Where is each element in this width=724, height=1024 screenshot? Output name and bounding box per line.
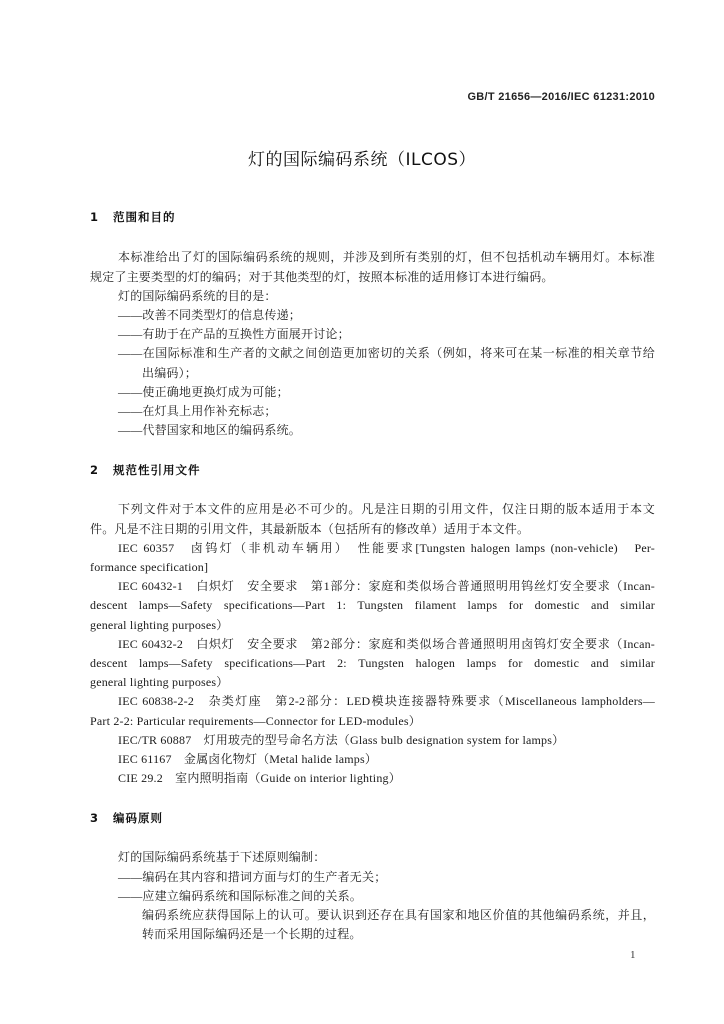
document-title: 灯的国际编码系统（ILCOS） — [247, 150, 477, 170]
section-number: 1 — [90, 209, 100, 224]
reference-entry-line: IEC 60432-2 白炽灯 安全要求 第2部分：家庭和类似场合普通照明用卤钨灯安全要求（Incan- — [118, 636, 655, 651]
page-number: 1 — [630, 949, 636, 961]
section-title: 编码原则 — [113, 811, 163, 826]
reference-entry-line: IEC 60357 卤钨灯（非机动车辆用） 性能要求[Tungsten halogen lamps (non-vehicle) Per- — [118, 540, 655, 555]
section-heading — [90, 809, 655, 828]
objective-list-item: ——代替国家和地区的编码系统。 — [118, 423, 302, 438]
section-normative-references — [90, 461, 655, 788]
reference-entry-line: general lighting purposes） — [90, 675, 229, 690]
objective-list-item-continuation: 出编码）； — [142, 365, 198, 380]
section-heading — [90, 208, 655, 227]
principles-note-line: 编码系统应获得国际上的认可。要认识到还存在具有国家和地区价值的其他编码系统，并且， — [142, 908, 655, 922]
objective-list-item: ——改善不同类型灯的信息传递； — [118, 307, 302, 322]
section-title: 范围和目的 — [113, 209, 176, 224]
section-heading — [90, 461, 655, 480]
reference-entry-line: descent lamps—Safety specifications—Part 2: Tungsten halogen lamps for domestic and similar — [90, 655, 655, 670]
section-text — [90, 500, 655, 788]
objective-list-item: ——使正确地更换灯成为可能； — [118, 384, 289, 399]
section-number: 3 — [90, 811, 100, 826]
reference-entry-line: IEC 61167 金属卤化物灯（Metal halide lamps） — [118, 751, 378, 766]
reference-entry-line: Part 2-2: Particular requirements—Connector for LED-modules） — [90, 713, 421, 728]
scope-paragraph-line: 规定了主要类型的灯的编码；对于其他类型的灯，按照本标准的适用修订本进行编码。 — [90, 269, 554, 284]
principle-list-item: ——编码在其内容和措词方面与灯的生产者无关； — [118, 869, 387, 884]
reference-entry-line: general lighting purposes） — [90, 617, 229, 632]
section-title: 规范性引用文件 — [113, 463, 201, 478]
standard-number-header: GB/T 21656—2016/IEC 61231:2010 — [467, 91, 655, 103]
section-number: 2 — [90, 463, 100, 478]
reference-entry-line: CIE 29.2 室内照明指南（Guide on interior lighting） — [118, 771, 401, 786]
objective-list-item: ——在灯具上用作补充标志； — [118, 403, 277, 418]
section-text — [90, 248, 655, 440]
reference-entry-line: IEC/TR 60887 灯用玻壳的型号命名方法（Glass bulb designation system for lamps） — [118, 732, 565, 747]
principle-list-item: ——应建立编码系统和国际标准之间的关系。 — [118, 888, 363, 903]
scope-paragraph-line: 本标准给出了灯的国际编码系统的规则，并涉及到所有类别的灯，但不包括机动车辆用灯。本标准 — [118, 250, 655, 265]
section-text — [90, 848, 655, 944]
objective-list-item: ——在国际标准和生产者的文献之间创造更加密切的关系（例如，将来可在某一标准的相关章节给 — [118, 346, 655, 361]
document-body — [90, 208, 655, 945]
reference-entry-line: IEC 60432-1 白炽灯 安全要求 第1部分：家庭和类似场合普通照明用钨丝灯安全要求（Incan- — [118, 579, 655, 594]
objectives-intro: 灯的国际编码系统的目的是： — [118, 288, 277, 303]
references-intro-line: 下列文件对于本文件的应用是必不可少的。凡是注日期的引用文件，仅注日期的版本适用于本文 — [118, 502, 655, 517]
reference-entry-line: descent lamps—Safety specifications—Part 1: Tungsten filament lamps for domestic and similar — [90, 598, 655, 613]
section-coding-principles — [90, 809, 655, 944]
reference-entry-line: IEC 60838-2-2 杂类灯座 第2-2部分：LED模块连接器特殊要求（Miscellaneous lampholders— — [118, 694, 655, 709]
section-scope — [90, 208, 655, 441]
principles-note-line: 转而采用国际编码还是一个长期的过程。 — [142, 927, 362, 942]
principles-intro: 灯的国际编码系统基于下述原则编制： — [118, 850, 326, 865]
reference-entry-line: formance specification] — [90, 560, 209, 574]
objective-list-item: ——有助于在产品的互换性方面展开讨论； — [118, 327, 350, 342]
references-intro-line: 件。凡是不注日期的引用文件，其最新版本（包括所有的修改单）适用于本文件。 — [90, 521, 530, 536]
